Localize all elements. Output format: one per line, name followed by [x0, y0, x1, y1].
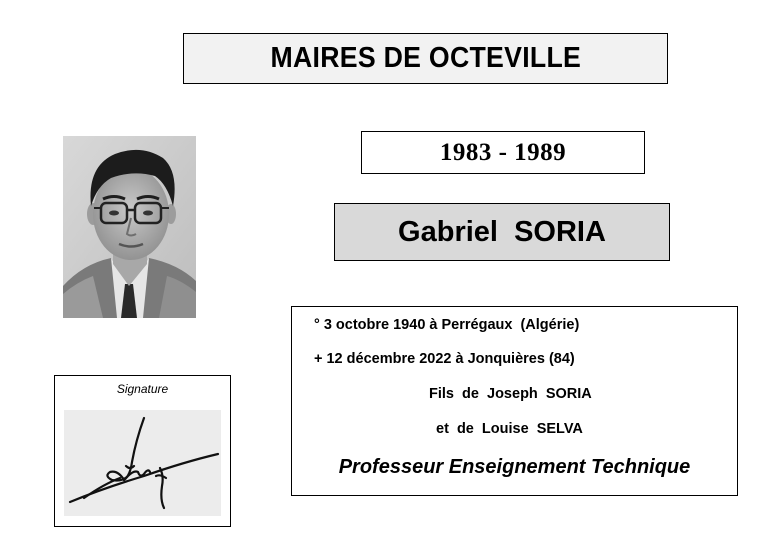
death-info: + 12 décembre 2022 à Jonquières (84): [314, 351, 575, 367]
signature-image: [64, 410, 221, 516]
title-box: [183, 33, 668, 84]
term-years: 1983 - 1989: [439, 138, 567, 166]
father-info: Fils de Joseph SORIA: [429, 386, 592, 402]
mayor-name-box: [334, 203, 670, 261]
term-years-box: [361, 131, 645, 174]
mayor-name: Gabriel SORIA: [398, 215, 606, 248]
signature-box: [54, 375, 231, 527]
biography-box: [291, 306, 738, 496]
profession-info: Professeur Enseignement Technique: [338, 456, 691, 478]
mayor-portrait-photo: [63, 136, 196, 318]
birth-info: ° 3 octobre 1940 à Perrégaux (Algérie): [314, 317, 580, 333]
mother-info: et de Louise SELVA: [436, 421, 583, 437]
signature-label: Signature: [116, 382, 169, 396]
page-title: MAIRES DE OCTEVILLE: [270, 42, 581, 74]
